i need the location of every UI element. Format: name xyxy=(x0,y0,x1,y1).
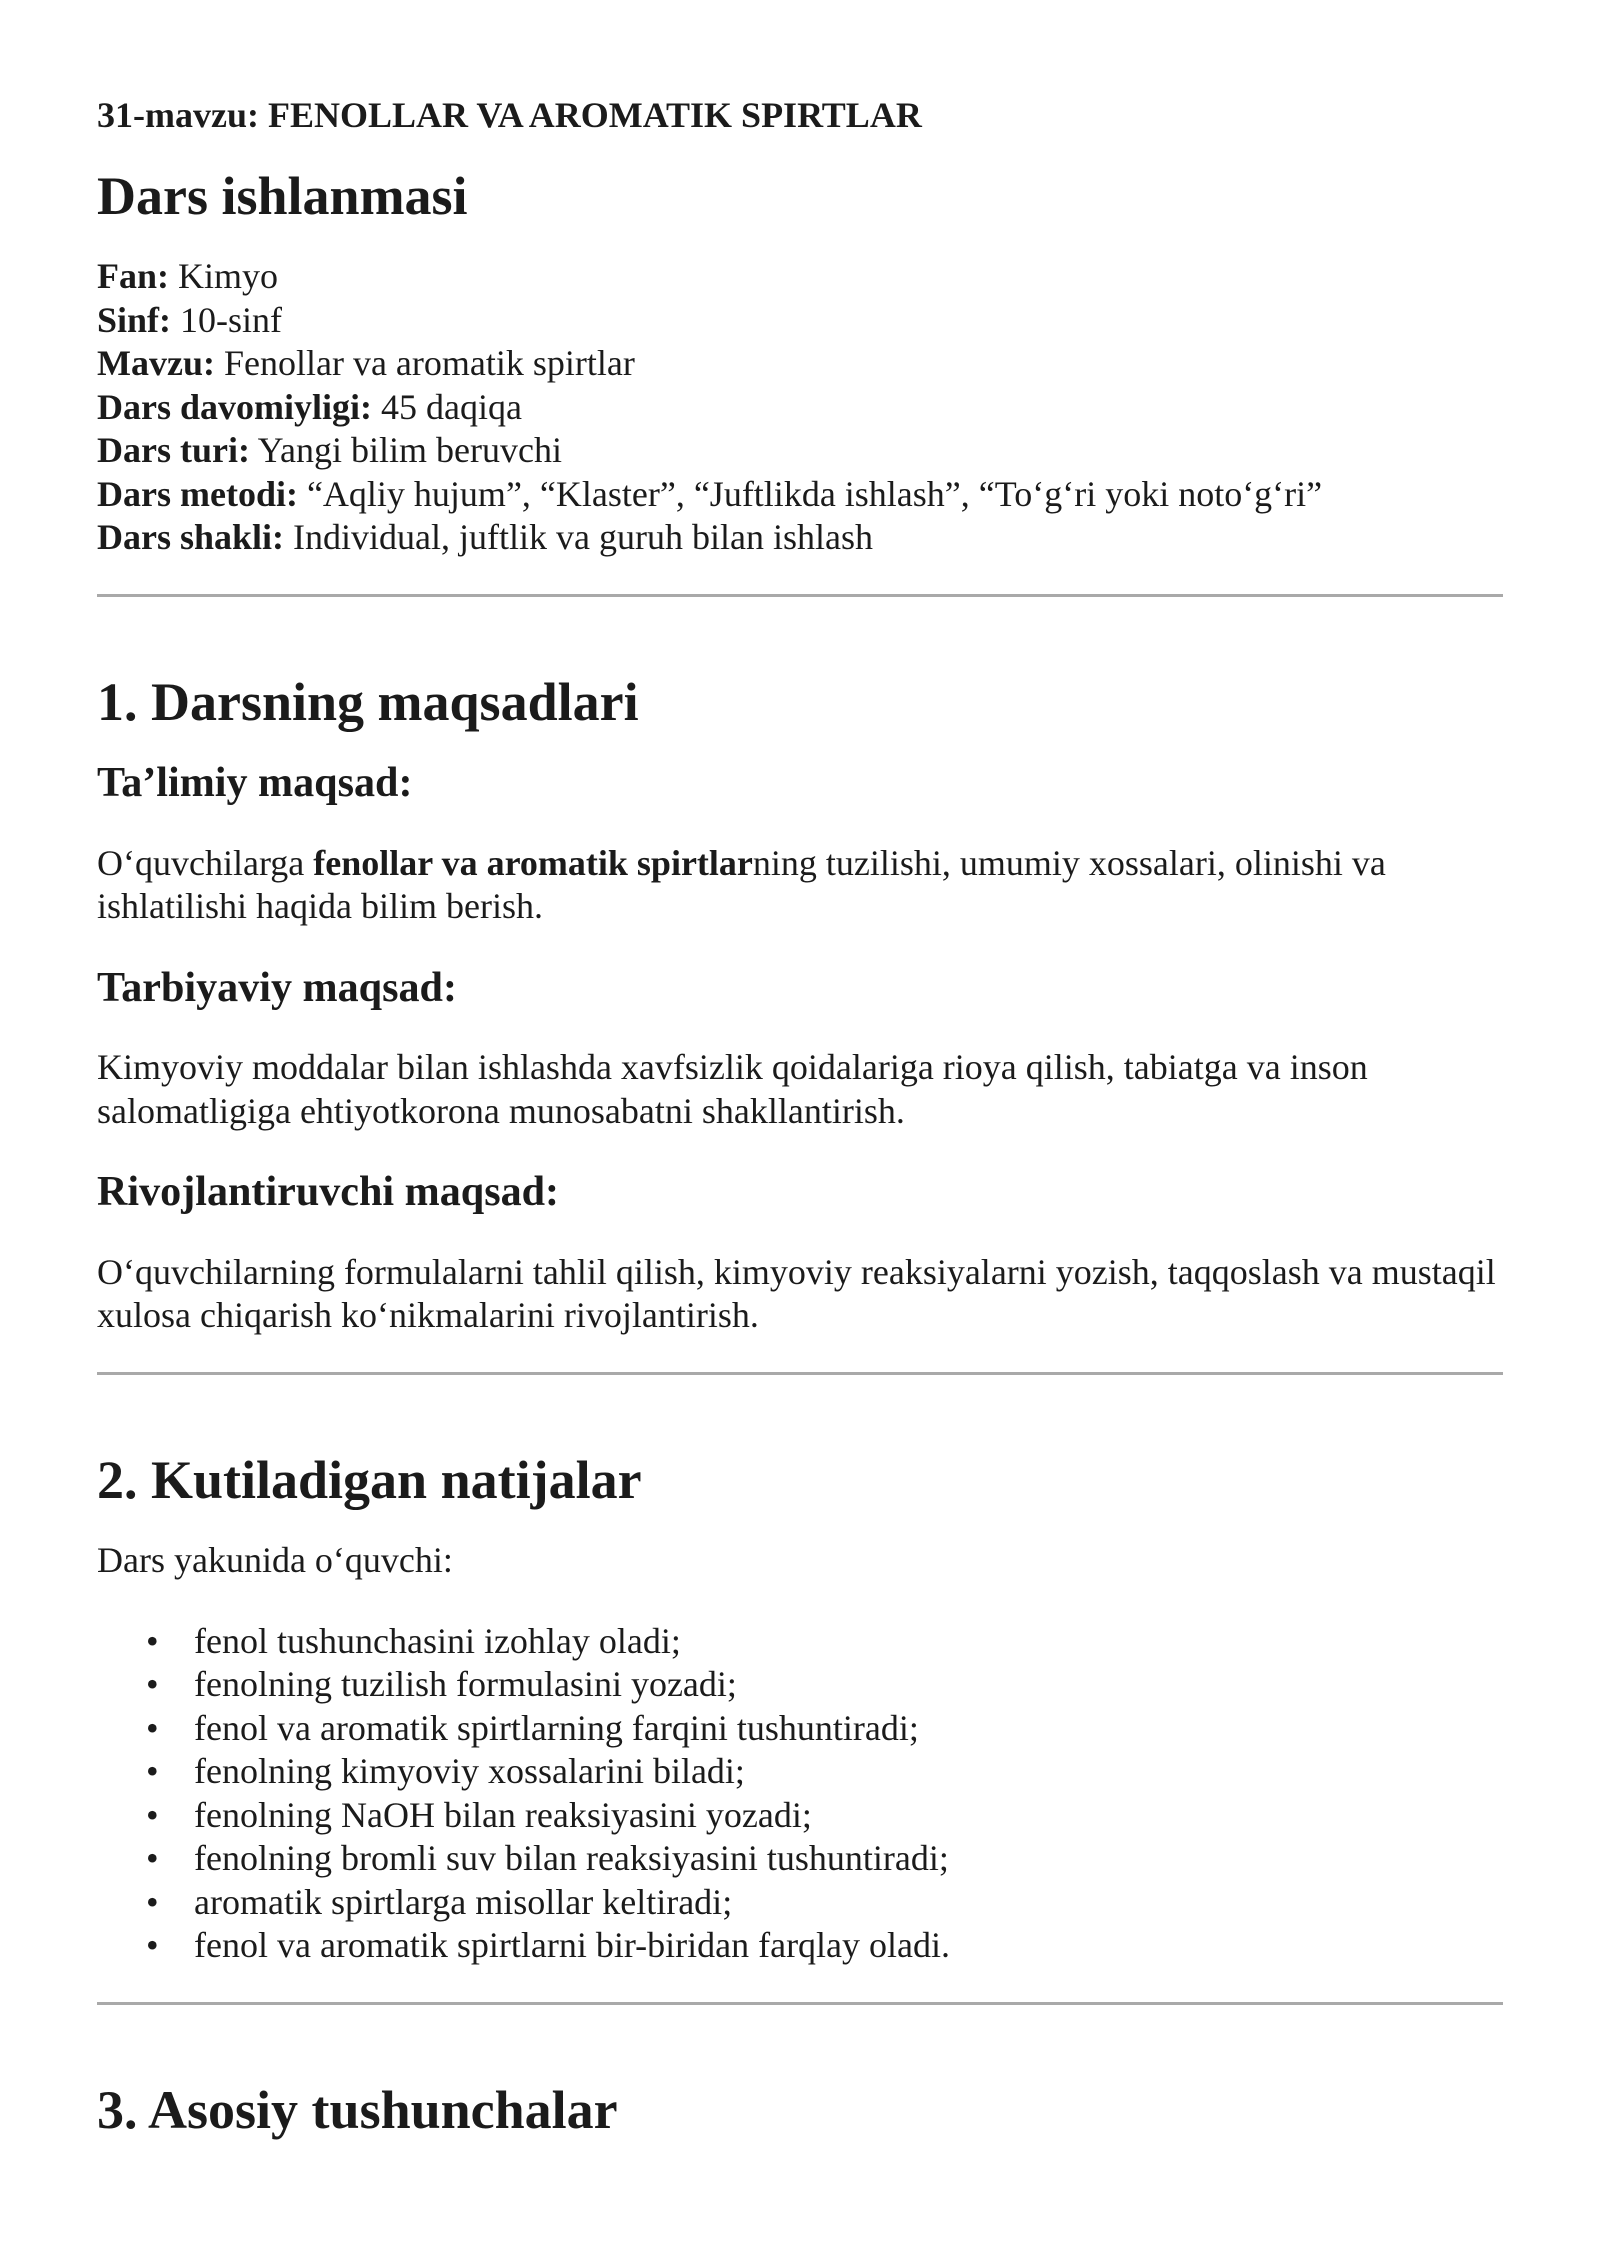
list-item: • fenolning kimyoviy xossalarini biladi; xyxy=(97,1750,1503,1794)
lesson-info xyxy=(97,255,1503,560)
list-item: • fenolning tuzilish formulasini yozadi; xyxy=(97,1663,1503,1707)
section-divider xyxy=(97,1372,1503,1375)
document-subtitle: Dars ishlanmasi xyxy=(97,165,468,226)
section-divider xyxy=(97,594,1503,597)
info-value: 10-sinf xyxy=(171,299,283,340)
info-label: Dars shakli: xyxy=(97,517,285,557)
info-row-davomiyligi xyxy=(97,386,1503,430)
info-row-fan xyxy=(97,255,1503,299)
document-title: 31-mavzu: FENOLLAR VA AROMATIK SPIRTLAR xyxy=(97,95,922,135)
info-value: Yangi bilim beruvchi xyxy=(249,430,562,470)
info-label: Dars davomiyligi: xyxy=(97,386,372,427)
list-item: • fenolning bromli suv bilan reaksiyasini tushuntiradi; xyxy=(97,1837,1503,1881)
info-value: 45 daqiqa xyxy=(372,386,522,427)
info-value: Kimyo xyxy=(169,256,279,296)
section-title-natijalar: 2. Kutiladigan natijalar xyxy=(97,1449,642,1510)
text-run: O‘quvchilarga xyxy=(97,842,314,883)
section-title-maqsadlar: 1. Darsning maqsadlari xyxy=(97,671,639,732)
list-item: • fenol va aromatik spirtlarning farqini tushuntiradi; xyxy=(97,1707,1503,1751)
info-row-turi xyxy=(97,429,1503,473)
results-lead: Dars yakunida o‘quvchi: xyxy=(97,1540,453,1580)
info-label: Dars metodi: xyxy=(97,473,298,514)
subheading-talimiy: Ta’limiy maqsad: xyxy=(97,759,413,806)
text-run-bold: fenollar va aromatik spirtlar xyxy=(313,842,753,883)
results-list xyxy=(97,1620,1503,1968)
info-label: Sinf: xyxy=(97,299,172,340)
list-item: • fenol tushunchasini izohlay oladi; xyxy=(97,1620,1503,1664)
list-item: • aromatik spirtlarga misollar keltiradi; xyxy=(97,1881,1503,1925)
info-row-mavzu xyxy=(97,342,1503,386)
paragraph-talimiy xyxy=(97,842,1503,929)
list-item: • fenol va aromatik spirtlarni bir-biridan farqlay oladi. xyxy=(97,1924,1503,1968)
paragraph-rivojlantiruvchi: O‘quvchilarning formulalarni tahlil qilish, kimyoviy reaksiyalarni yozish, taqqoslash va mustaqil xulosa chiqarish ko‘nikmalarini rivojlantirish. xyxy=(97,1251,1496,1335)
info-label: Dars turi: xyxy=(97,430,250,470)
subheading-rivojlantiruvchi: Rivojlantiruvchi maqsad: xyxy=(97,1168,560,1215)
info-label: Mavzu: xyxy=(97,343,215,383)
info-value: Individual, juftlik va guruh bilan ishlash xyxy=(284,517,873,557)
info-row-sinf xyxy=(97,299,1503,343)
list-item: • fenolning NaOH bilan reaksiyasini yozadi; xyxy=(97,1794,1503,1838)
paragraph-tarbiyaviy: Kimyoviy moddalar bilan ishlashda xavfsizlik qoidalariga rioya qilish, tabiatga va inson salomatligiga ehtiyotkorona munosabatni shakllantirish. xyxy=(97,1047,1368,1131)
info-row-shakli xyxy=(97,516,1503,560)
section-title-tushunchalar: 3. Asosiy tushunchalar xyxy=(97,2079,618,2140)
section-divider xyxy=(97,2002,1503,2005)
info-row-metodi xyxy=(97,473,1503,517)
subheading-tarbiyaviy: Tarbiyaviy maqsad: xyxy=(97,963,457,1011)
info-value: Fenollar va aromatik spirtlar xyxy=(214,343,635,383)
text-run: ning tuzilishi, umumiy xossalari, olinishi va ishlatilishi haqida bilim berish. xyxy=(97,842,1386,926)
info-label: Fan: xyxy=(97,256,169,296)
info-value: “Aqliy hujum”, “Klaster”, “Juftlikda ishlash”, “To‘g‘ri yoki noto‘g‘ri” xyxy=(297,473,1323,514)
